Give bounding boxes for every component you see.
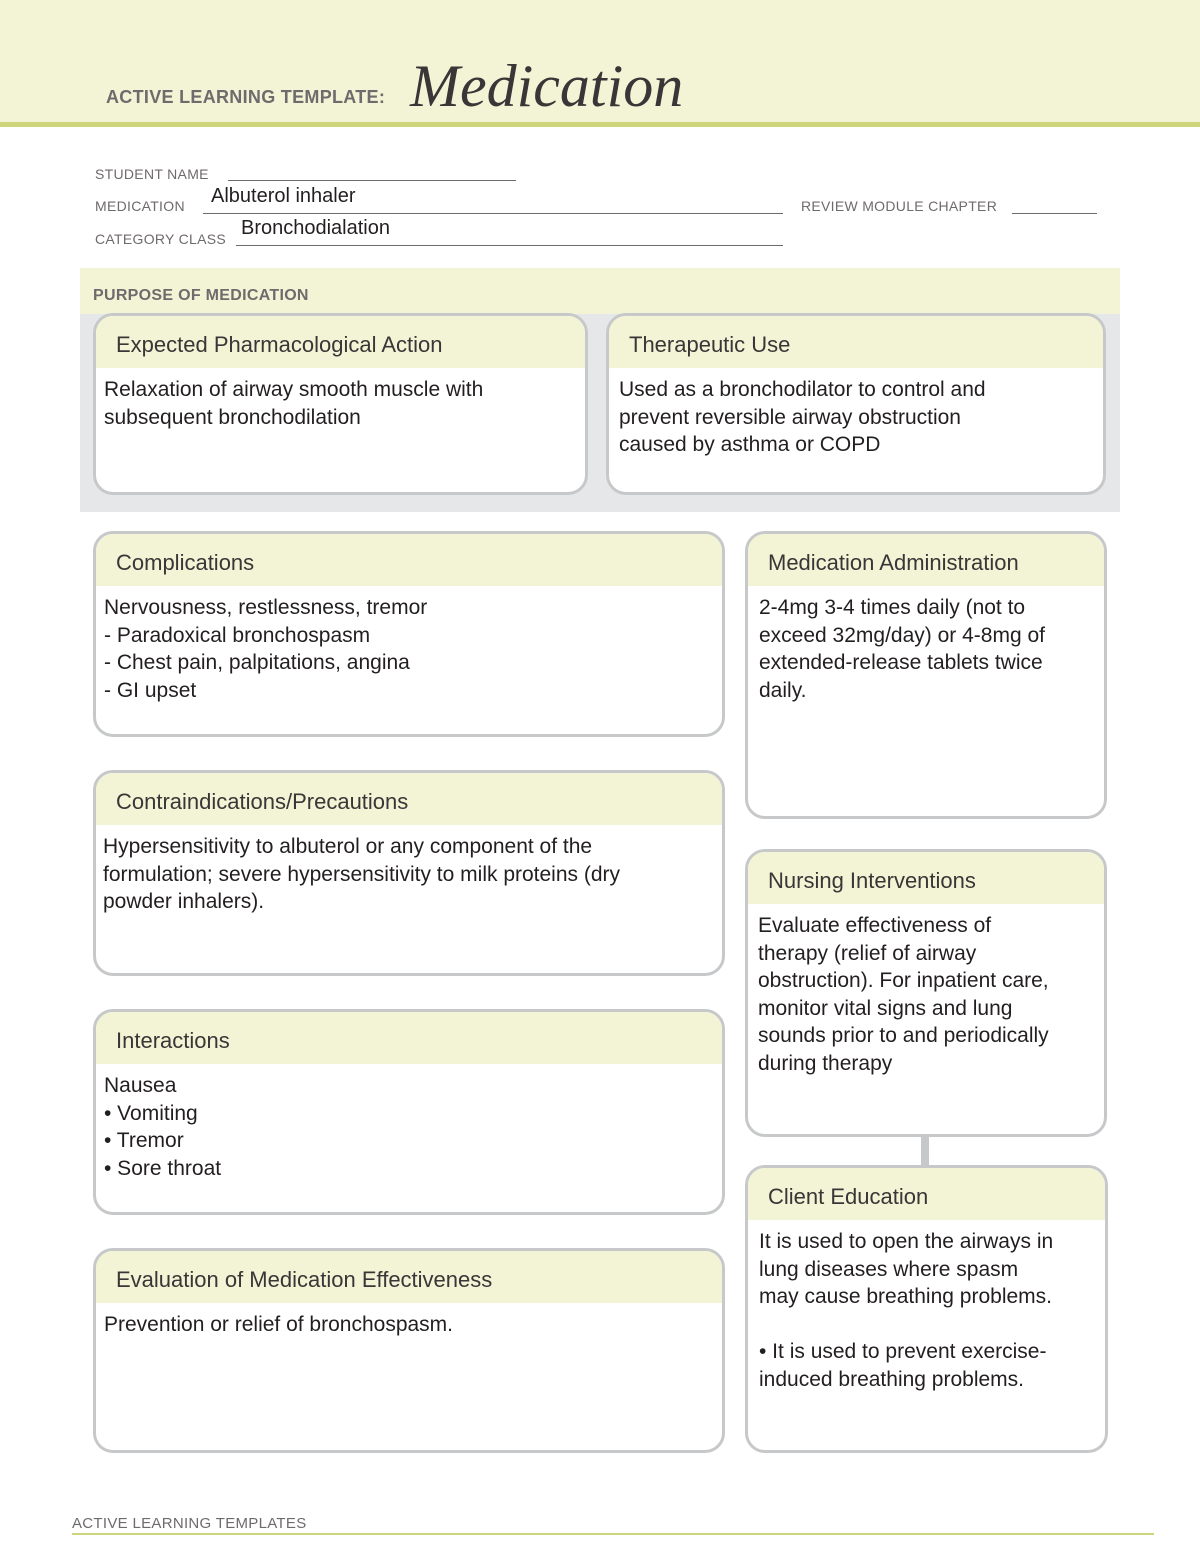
- medication-field[interactable]: Albuterol inhaler: [211, 185, 356, 207]
- client-education-text[interactable]: It is used to open the airways in lung diseases where spasm may cause breathing problems. • It is used to prevent exercise- induced breathing problems.: [759, 1230, 1054, 1391]
- review-module-underline: [1012, 213, 1097, 214]
- complications-title: Complications: [96, 534, 722, 586]
- category-class-field[interactable]: Bronchodialation: [241, 217, 390, 239]
- medication-label: MEDICATION: [95, 198, 185, 214]
- expected-action-box: [93, 313, 588, 495]
- administration-box: [745, 531, 1107, 819]
- purpose-label: PURPOSE OF MEDICATION: [93, 287, 309, 304]
- student-name-label: STUDENT NAME: [95, 166, 209, 182]
- therapeutic-use-title: Therapeutic Use: [609, 316, 1103, 368]
- nursing-interventions-title: Nursing Interventions: [748, 852, 1104, 904]
- complications-box: [93, 531, 725, 737]
- student-name-underline: [228, 180, 516, 181]
- expected-action-text[interactable]: Relaxation of airway smooth muscle with subsequent bronchodilation: [104, 378, 484, 429]
- interactions-text[interactable]: Nausea • Vomiting • Tremor • Sore throat: [104, 1074, 222, 1180]
- evaluation-box: [93, 1248, 725, 1453]
- therapeutic-use-box: [606, 313, 1106, 495]
- expected-action-title: Expected Pharmacological Action: [96, 316, 585, 368]
- evaluation-text[interactable]: Prevention or relief of bronchospasm.: [104, 1313, 454, 1336]
- footer-label: ACTIVE LEARNING TEMPLATES: [72, 1515, 307, 1532]
- category-class-label: CATEGORY CLASS: [95, 231, 227, 247]
- template-header: [0, 0, 1200, 127]
- contraindications-box: [93, 770, 725, 976]
- review-module-label: REVIEW MODULE CHAPTER: [801, 198, 998, 214]
- page-title: Medication: [410, 53, 684, 119]
- category-class-underline: [236, 245, 783, 246]
- client-education-box: [745, 1165, 1108, 1453]
- contraindications-text[interactable]: Hypersensitivity to albuterol or any component of the formulation; severe hypersensitivity to milk proteins (dry powder inhalers).: [103, 835, 621, 913]
- nursing-interventions-box: [745, 849, 1107, 1137]
- administration-text[interactable]: 2-4mg 3-4 times daily (not to exceed 32mg/day) or 4-8mg of extended-release tablets twice daily.: [759, 596, 1045, 702]
- client-education-title: Client Education: [748, 1168, 1105, 1220]
- template-label: ACTIVE LEARNING TEMPLATE:: [106, 87, 386, 107]
- footer-rule: [72, 1533, 1154, 1535]
- therapeutic-use-text[interactable]: Used as a bronchodilator to control and prevent reversible airway obstruction caused by asthma or COPD: [619, 378, 986, 456]
- contraindications-title: Contraindications/Precautions: [96, 773, 722, 825]
- interactions-box: [93, 1009, 725, 1215]
- nursing-interventions-text[interactable]: Evaluate effectiveness of therapy (relief of airway obstruction). For inpatient care, monitor vital signs and lung sounds prior to and periodically during therapy: [758, 914, 1049, 1075]
- medication-underline: [203, 213, 783, 214]
- administration-title: Medication Administration: [748, 534, 1104, 586]
- complications-text[interactable]: Nervousness, restlessness, tremor - Paradoxical bronchospasm - Chest pain, palpitations, angina - GI upset: [104, 596, 428, 702]
- evaluation-title: Evaluation of Medication Effectiveness: [96, 1251, 722, 1303]
- interactions-title: Interactions: [96, 1012, 722, 1064]
- nursing-education-connector: [921, 1135, 929, 1167]
